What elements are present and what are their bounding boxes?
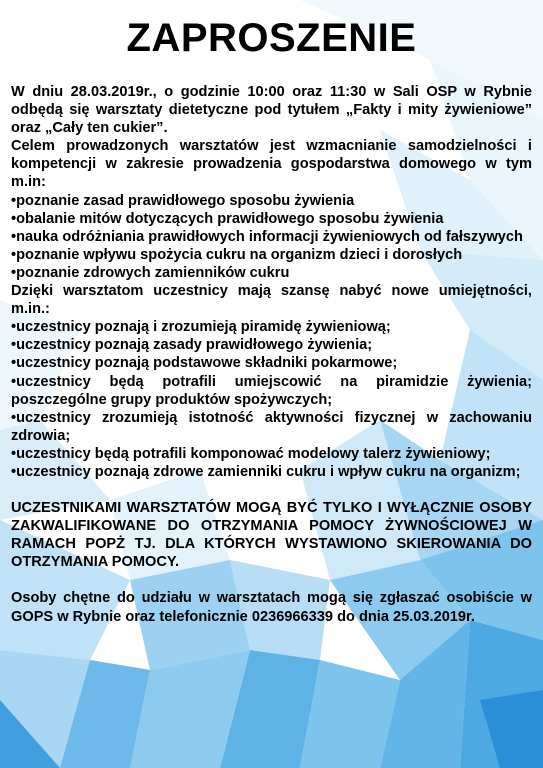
skill-item: [11, 336, 532, 354]
bullet-glyph: •: [11, 463, 17, 480]
skill-item: [11, 409, 532, 445]
skills-intro: Dzięki warsztatom uczestnicy mają szansę nabyć nowe umiejętności, m.in.:: [11, 283, 532, 318]
skill-text: uczestnicy poznają zasady prawidłowego żywienia;: [16, 337, 373, 354]
goal-item: [11, 192, 532, 210]
goal-intro: Celem prowadzonych warsztatów jest wzmacnianie samodzielności i kompetencji w zakresie prowadzenia gospodarstwa domowego w tym m.in:: [11, 138, 532, 191]
bullet-glyph: •: [11, 373, 17, 390]
bullet-glyph: •: [11, 246, 17, 263]
goal-item: [11, 246, 532, 264]
goals-list: [11, 192, 532, 282]
poster-body: [11, 83, 532, 626]
bullet-glyph: •: [11, 228, 17, 245]
goal-text: poznanie zdrowych zamienników cukru: [16, 264, 290, 281]
bullet-glyph: •: [11, 192, 17, 209]
intro-paragraph: W dniu 28.03.2019r., o godzinie 10:00 oraz 11:30 w Sali OSP w Rybnie odbędą się warsztaty dietetyczne pod tytułem „Fakty i mity żywieniowe” oraz „Cały ten cukier”.: [11, 84, 532, 137]
skill-text: uczestnicy poznają zdrowe zamienniki cukru i wpływ cukru na organizm;: [16, 463, 521, 480]
bullet-glyph: •: [11, 445, 17, 462]
skills-list: [11, 318, 532, 481]
eligibility-notice: UCZESTNIKAMI WARSZTATÓW MOGĄ BYĆ TYLKO I WYŁĄCZNIE OSOBY ZAKWALIFIKOWANE DO OTRZYMANIA POMOCY ŻYWNOŚCIOWEJ W RAMACH POPŻ TJ. DLA KTÓRYCH WYSTAWIONO SKIEROWANIA DO OTRZYMANIA POMOCY.: [11, 500, 532, 571]
goal-item: [11, 210, 532, 228]
goal-text: nauka odróżniania prawidłowych informacji żywieniowych od fałszywych: [16, 228, 523, 245]
bullet-glyph: •: [11, 337, 17, 354]
skill-text: uczestnicy będą potrafili umiejscowić na piramidzie żywienia; poszczególne grupy produktów spożywczych;: [11, 373, 532, 408]
spacer: [11, 571, 532, 589]
bullet-glyph: •: [11, 355, 17, 372]
bullet-glyph: •: [11, 210, 17, 227]
bullet-glyph: •: [11, 409, 17, 426]
skill-text: uczestnicy poznają podstawowe składniki pokarmowe;: [16, 355, 398, 372]
skill-text: uczestnicy będą potrafili komponować modelowy talerz żywieniowy;: [16, 445, 491, 462]
goal-item: [11, 228, 532, 246]
goal-text: obalanie mitów dotyczących prawidłowego sposobu żywienia: [16, 210, 444, 227]
skill-item: [11, 354, 532, 372]
skill-text: uczestnicy zrozumieją istotność aktywności fizycznej w zachowaniu zdrowia;: [11, 409, 532, 444]
skill-item: [11, 463, 532, 481]
skill-item: [11, 373, 532, 409]
skill-text: uczestnicy poznają i zrozumieją piramidę żywieniową;: [16, 319, 391, 336]
bullet-glyph: •: [11, 319, 17, 336]
goal-text: poznanie zasad prawidłowego sposobu żywienia: [16, 192, 355, 209]
poster-title: ZAPROSZENIE: [126, 16, 417, 60]
goal-text: poznanie wpływu spożycia cukru na organizm dzieci i dorosłych: [16, 246, 463, 263]
registration-info: Osoby chętne do udziału w warsztatach mogą się zgłaszać osobiście w GOPS w Rybnie oraz telefonicznie 0236966339 do dnia 25.03.2019r.: [11, 590, 532, 625]
bullet-glyph: •: [11, 264, 17, 281]
skill-item: [11, 318, 532, 336]
skill-item: [11, 445, 532, 463]
goal-item: [11, 264, 532, 282]
spacer: [11, 481, 532, 499]
